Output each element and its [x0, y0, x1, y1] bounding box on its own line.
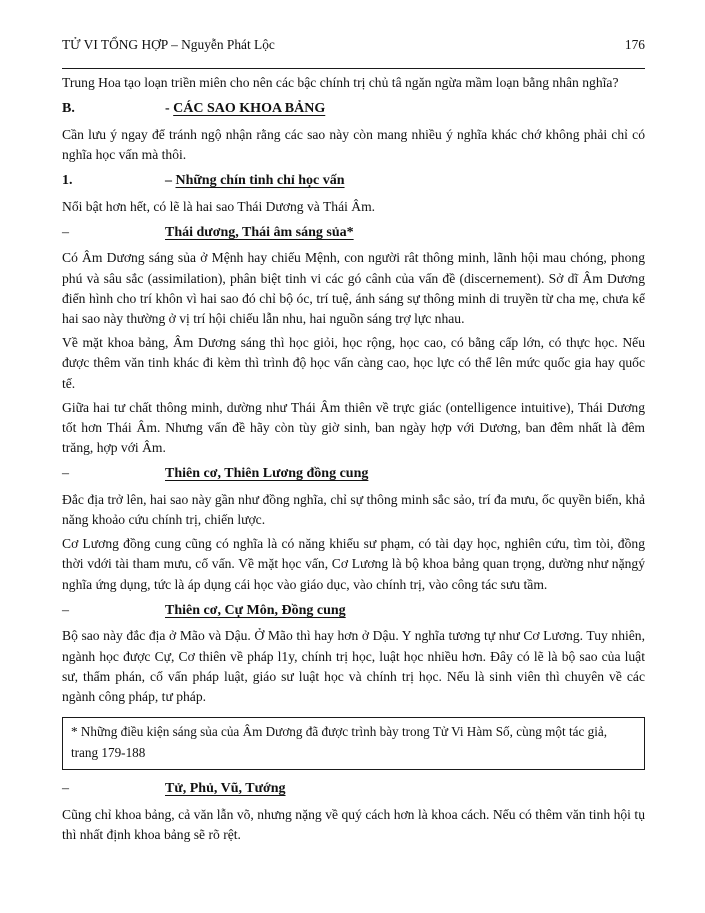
- subsection-heading-thai-duong: [62, 223, 645, 244]
- section-title: Thiên cơ, Thiên Lương đồng cung: [165, 466, 369, 482]
- section-label: B.: [62, 101, 75, 117]
- paragraph: Nổi bật hơn hết, có lẽ là hai sao Thái Dương và Thái Âm.: [62, 198, 376, 214]
- dash-label: –: [62, 781, 69, 797]
- section-title: Tử, Phủ, Vũ, Tướng: [165, 781, 286, 797]
- section-title-wrap: [165, 779, 286, 800]
- section-heading-1: [62, 171, 645, 192]
- section-title: CÁC SAO KHOA BẢNG: [173, 101, 326, 117]
- paragraph: Giữa hai tư chất thông minh, dường như Thái Âm thiên về trực giác (ontelligence intuitive), Thái Dương tốt hơn Thái Âm. Nhưng vấn đề hãy còn tùy giờ sinh, ban ngày hợp với Dương, ban đêm nhất là đêm trăng, hợp với Âm.: [62, 399, 645, 456]
- section-heading-b: [62, 99, 645, 120]
- paragraph: Bộ sao này đắc địa ở Mão và Dậu. Ở Mão thì hay hơn ở Dậu. Y nghĩa tương tự như Cơ Lương. Tuy nhiên, ngành học được Cự, Cơ thiên về pháp l1y, chính trị học, luật học nhiều hơn. Đây có lẽ là bộ sao của luật sư, thẩm phán, cố vấn pháp luật, giáo sư luật học và chính trị học. Nếu là sinh viên thì chuyên về các ngành công pháp, tư pháp.: [62, 628, 645, 704]
- section-title: Thái dương, Thái âm sáng sủa*: [165, 224, 354, 240]
- footnote-text: * Những điều kiện sáng sủa của Âm Dương đã được trình bày trong Tử Vi Hàm Số, cùng một tác giả, trang 179-188: [71, 724, 608, 760]
- subsection-heading-tu-phu: [62, 779, 645, 800]
- section-title-wrap: [165, 601, 346, 622]
- dash-label: –: [62, 602, 69, 618]
- header-rule: [62, 68, 645, 69]
- paragraph: Về mặt khoa bảng, Âm Dương sáng thì học giỏi, học rộng, học cao, có bằng cấp lớn, có thực học. Nếu được thêm văn tinh khác đi kèm thì trình độ học vấn càng cao, học lực có thể lên mức quốc gia hay quốc tế.: [62, 335, 645, 391]
- page-header: [62, 36, 645, 53]
- section-title-prefix: -: [165, 101, 174, 117]
- page-number: 176: [624, 37, 645, 52]
- paragraph-intro: Trung Hoa tạo loạn triền miên cho nên các bậc chính trị chủ tâ ngăn ngừa mầm loạn bằng nhân nghĩa?: [62, 75, 619, 90]
- paragraph: Cần lưu ý ngay để tránh ngộ nhận rằng các sao này còn mang nhiều ý nghĩa khác chớ không phải chỉ có nghĩa học vấn mà thôi.: [62, 126, 645, 162]
- subsection-heading-cu-mon: [62, 601, 645, 622]
- section-title: Những chín tinh chỉ học vấn: [175, 173, 345, 189]
- section-title-wrap: [165, 99, 325, 120]
- paragraph: Cơ Lương đồng cung cũng có nghĩa là có năng khiếu sư phạm, có tài dạy học, nghiên cứu, tìm tòi, đồng thời vdới tài tham mưu, cố vấn. Về mặt học vấn, Cơ Lương là bộ khoa bảng quan trọng, dường như nặngý nghĩa ứng dụng, tức là áp dụng cái học vào giáo dục, vào chính trị, vào công tác sưu tầm.: [62, 536, 645, 592]
- dash-label: –: [62, 224, 69, 240]
- paragraph: Cũng chỉ khoa bảng, cả văn lẫn võ, nhưng nặng về quý cách hơn là khoa cách. Nếu có thêm văn tinh hội tụ thì nhất định khoa bảng sẽ rõ rệt.: [62, 806, 645, 842]
- section-label: 1.: [62, 173, 73, 189]
- section-title-wrap: [165, 223, 354, 244]
- section-title: Thiên cơ, Cự Môn, Đồng cung: [165, 602, 346, 618]
- section-title-wrap: [165, 464, 368, 485]
- paragraph: Đắc địa trở lên, hai sao này gần như đồng nghĩa, chỉ sự thông minh sắc sảo, trí đa mưu, ốc quyền biến, khả năng khoảo cứu chính trị, chiến lược.: [62, 491, 645, 528]
- running-title: TỬ VI TỔNG HỢP – Nguyễn Phát Lộc: [62, 37, 275, 52]
- dash-label: –: [62, 466, 69, 482]
- subsection-heading-thien-luong: [62, 464, 645, 485]
- paragraph: Có Âm Dương sáng sủa ở Mệnh hay chiếu Mệnh, con người rât thông minh, lãnh hội mau chóng, phong phú và sâu sắc (assimilation), phân biệt tinh vi các gó cânh của vấn đề (discernement). Sở dĩ Âm Dương điển hình cho trí khôn vì hai sao đó chỉ bộ óc, trí tuệ, ánh sáng sự thông minh di truyền từ cha mẹ, chưa kể hai sao này thường ở vị trí hội chiếu lẫn nhu, hai nguồn sáng trợ lực nhau.: [62, 250, 645, 326]
- footnote-box: [62, 717, 645, 770]
- section-title-wrap: [165, 171, 345, 192]
- section-title-prefix: –: [165, 173, 176, 189]
